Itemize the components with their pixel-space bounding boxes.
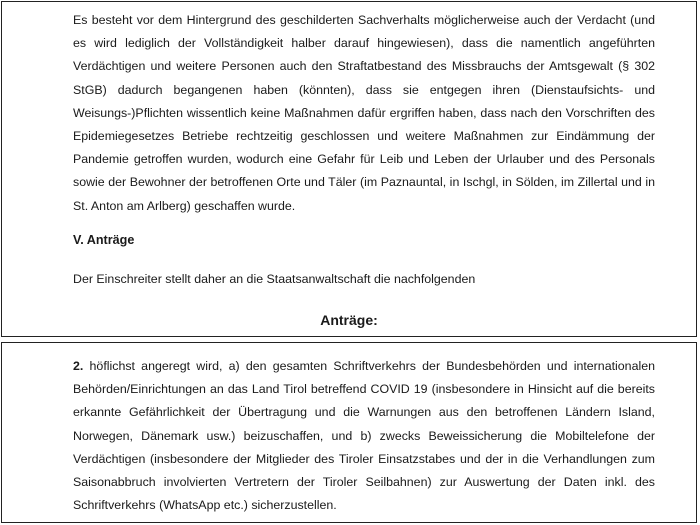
item-number: 2.	[73, 359, 84, 373]
document-excerpt-top	[1, 1, 697, 337]
item-text: höflichst angeregt wird, a) den gesamten Schriftverkehrs der Bundesbehörden und internationalen Behörden/Einrichtungen an das Land Tirol betreffend COVID 19 (insbesondere in Hinsicht auf die bereits erkannte Gefährlichkeit der Übertragung und die Warnungen aus den betroffenen Ländern Island, Norwegen, Dänemark usw.) beizuschaffen, und b) zwecks Beweissicherung die Mobiltelefone der Verdächtigen (insbesondere der Mitglieder des Tiroler Einsatzstabes und der in die Verhandlungen zum Saisonabbruch involvierten Vertretern der Tiroler Seilbahnen) zur Auswertung der Daten inkl. des Schriftverkehrs (WhatsApp etc.) sicherzustellen.	[73, 359, 655, 513]
request-item-2	[73, 355, 655, 517]
requests-title: Anträge:	[320, 312, 378, 328]
intro-line: Der Einschreiter stellt daher an die Staatsanwaltschaft die nachfolgenden	[73, 272, 476, 286]
suspicion-paragraph: Es besteht vor dem Hintergrund des geschilderten Sachverhalts möglicherweise auch der Verdacht (und es wird lediglich der Vollständigkeit halber darauf hingewiesen), dass die namentlich angeführten Verdächtigen und weitere Personen auch den Straftatbestand des Missbrauchs der Amtsgewalt (§ 302 StGB) dadurch begangenen haben (könnten), dass sie entgegen ihren (Dienstaufsichts- und Weisungs-)Pflichten wissentlich keine Maßnahmen dafür ergriffen haben, dass nach den Vorschriften des Epidemiegesetzes Betriebe rechtzeitig geschlossen und weitere Maßnahmen zur Eindämmung der Pandemie getroffen wurden, wodurch eine Gefahr für Leib und Leben der Urlauber und des Personals sowie der Bewohner der betroffenen Orte und Täler (im Paznauntal, in Ischgl, in Sölden, im Zillertal und in St. Anton am Arlberg) geschaffen wurde.	[73, 13, 655, 213]
section-heading: V. Anträge	[73, 233, 135, 247]
document-excerpt-bottom	[1, 342, 697, 523]
